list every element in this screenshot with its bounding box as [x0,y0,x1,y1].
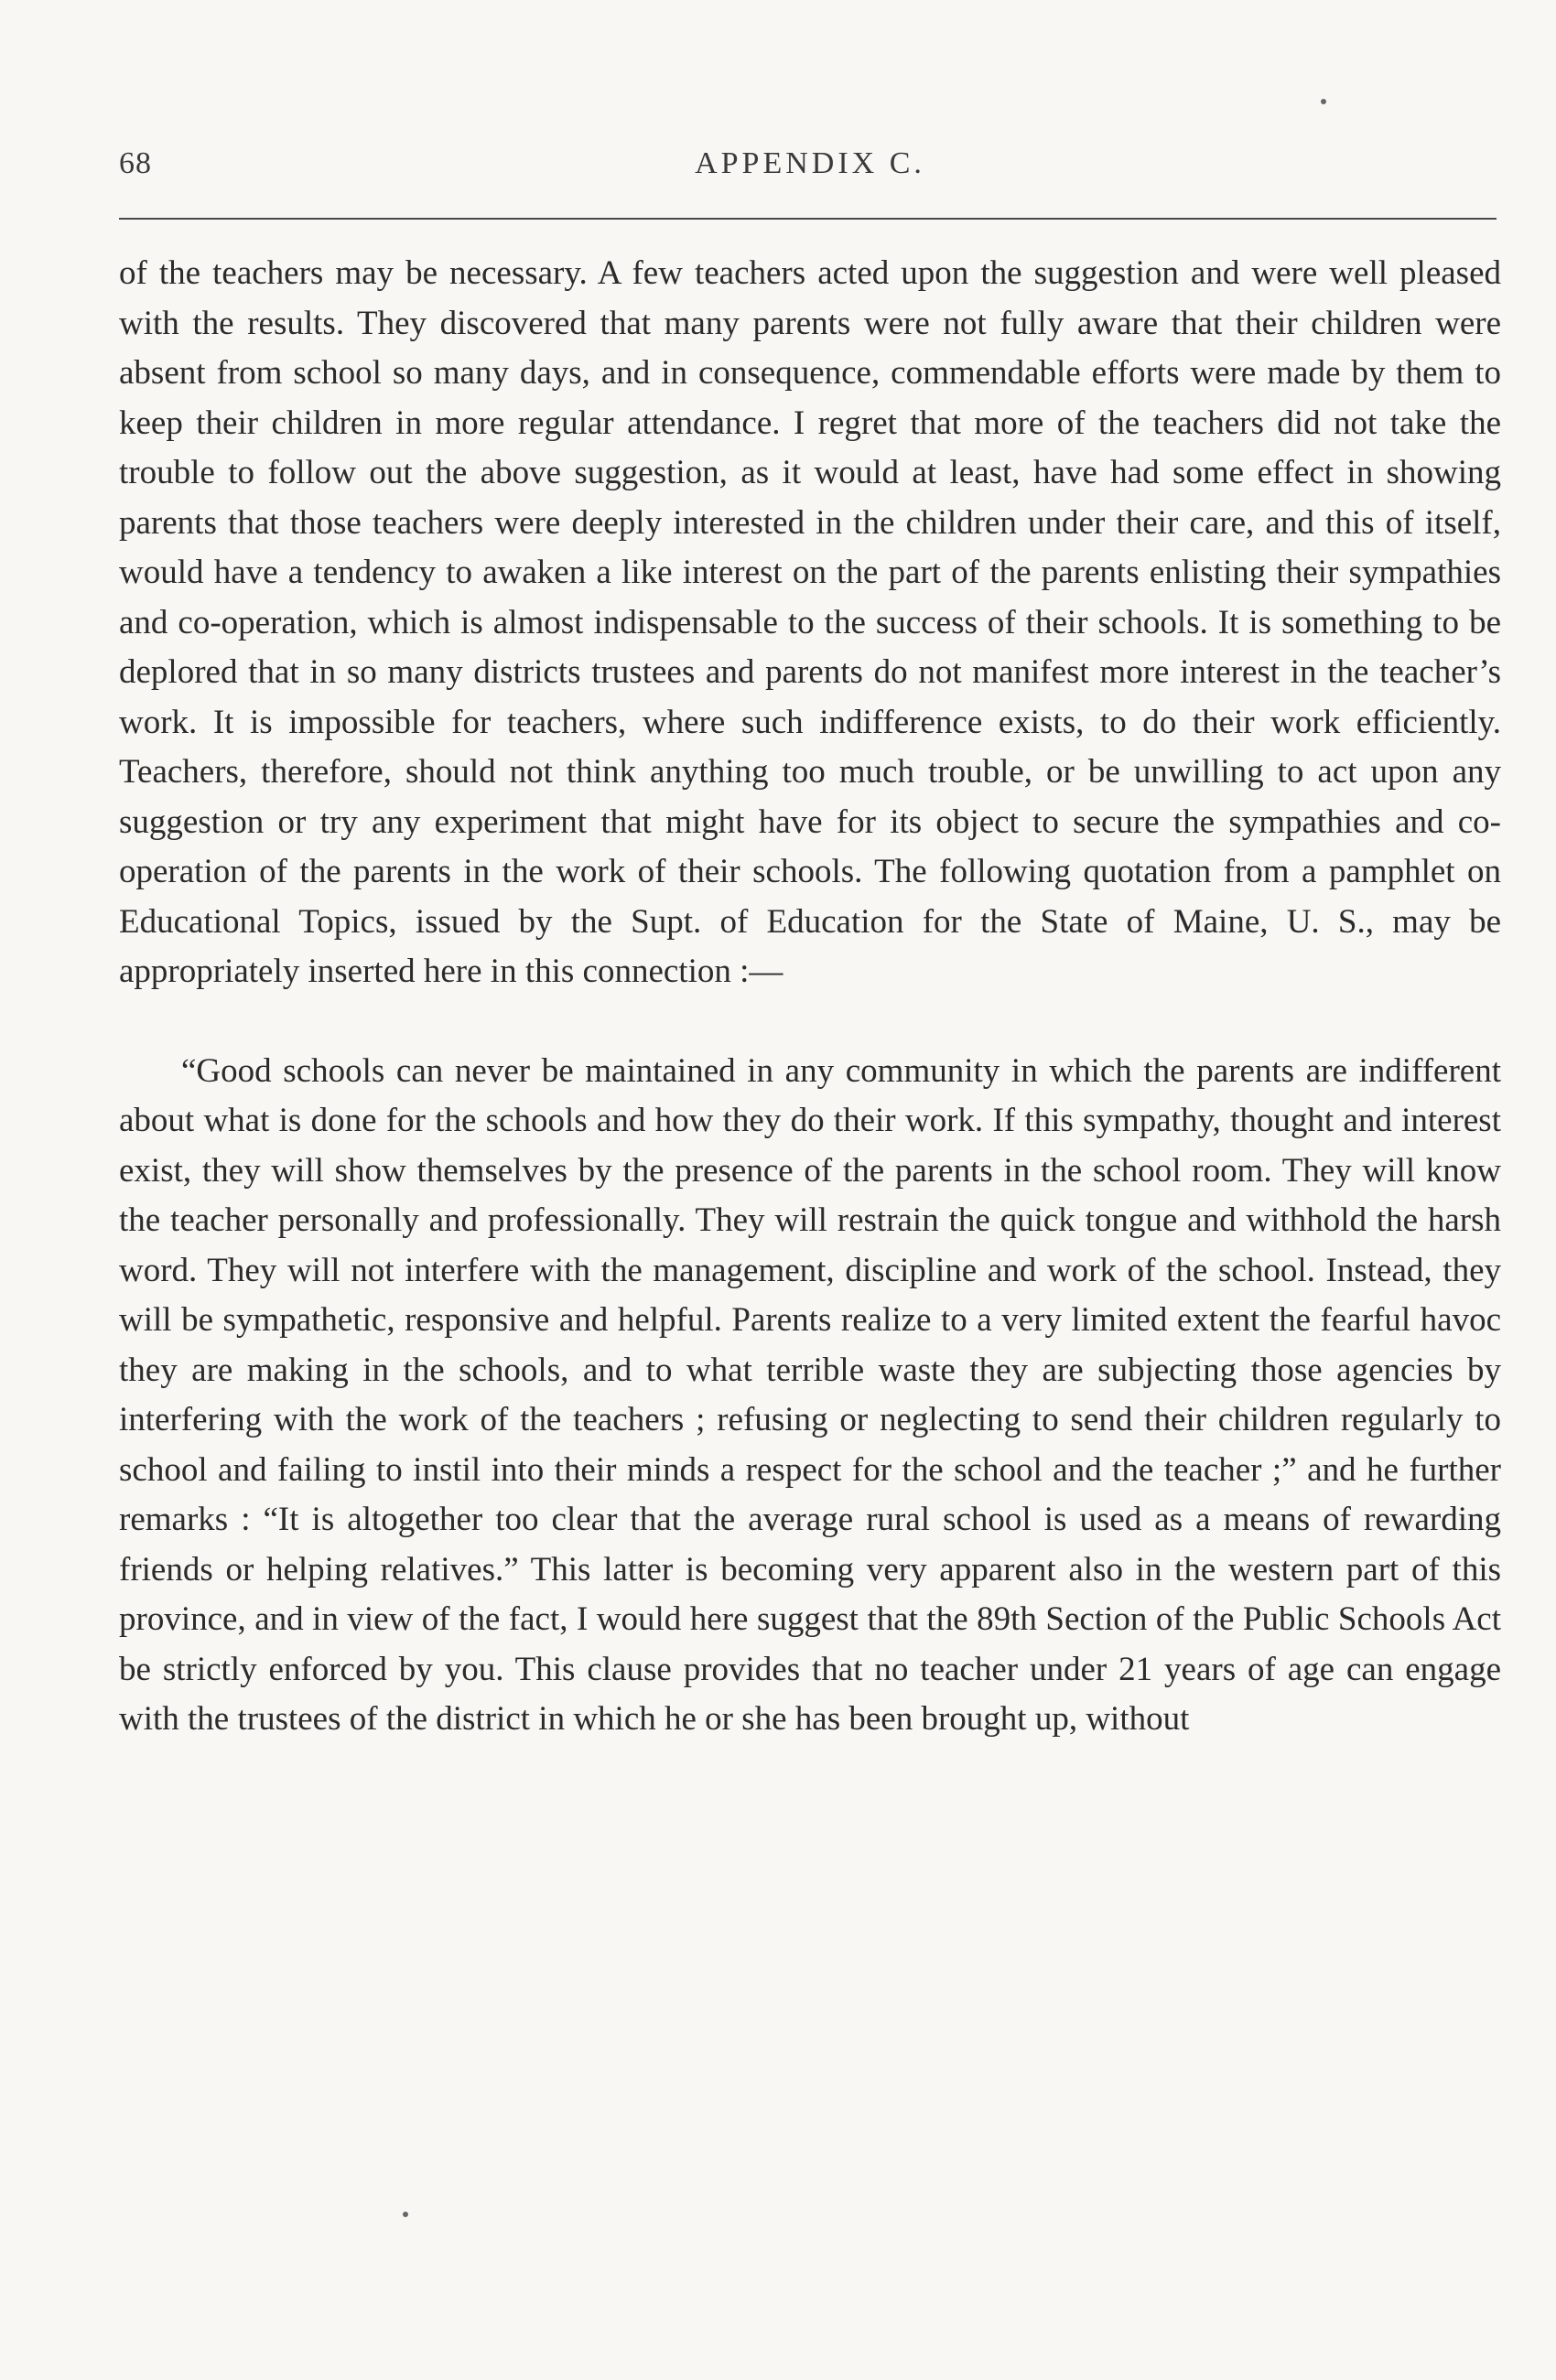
scan-speck [1321,99,1326,104]
scan-speck [403,2212,408,2217]
page-header [119,146,1501,201]
paragraph: of the teachers may be necessary. A few teachers acted upon the suggestion and were well pleased with the results. They discovered that many parents were not fully aware that their children were absent from school so many days, and in consequence, commendable efforts were made by them to keep their children in more regular attendance. I regret that more of the teachers did not take the trouble to follow out the above suggestion, as it would at least, have had some effect in showing parents that those teachers were deeply interested in the children under their care, and this of itself, would have a tendency to awaken a like interest on the part of the parents enlisting their sympathies and co-operation, which is almost indispensable to the success of their schools. It is something to be deplored that in so many districts trustees and parents do not manifest more interest in the teacher’s work. It is impossible for teachers, where such indifference exists, to do their work efficiently. Teachers, therefore, should not think anything too much trouble, or be unwilling to act upon any suggestion or try any experiment that might have for its object to secure the sympathies and co-operation of the parents in the work of their schools. The following quotation from a pamphlet on Educational Topics, issued by the Supt. of Education for the State of Maine, U. S., may be appropriately inserted here in this connection :— [119,254,1501,990]
running-head: APPENDIX C. [695,146,925,180]
header-rule [119,218,1497,220]
page-number: 68 [119,146,152,180]
body-text [119,249,1501,1745]
quoted-paragraph: “Good schools can never be maintained in any community in which the parents are indifferent about what is done for the schools and how they do their work. If this sympathy, thought and interest exist, they will show themselves by the presence of the parents in the school room. They will know the teacher personally and professionally. They will restrain the quick tongue and withhold the harsh word. They will not interfere with the management, discipline and work of the school. Instead, they will be sympathetic, responsive and helpful. Parents realize to a very limited extent the fearful havoc they are making in the schools, and to what terrible waste they are subjecting those agencies by interfering with the work of the teachers ; refusing or neglecting to send their children regularly to school and failing to instil into their minds a respect for the school and the teacher ;” and he further remarks : “It is altogether too clear that the average rural school is used as a means of rewarding friends or helping relatives.” This latter is becoming very apparent also in the western part of this province, and in view of the fact, I would here suggest that the 89th Section of the Public Schools Act be strictly enforced by you. This clause provides that no teacher under 21 years of age can engage with the trustees of the district in which he or she has been brought up, without [119,1051,1501,1738]
